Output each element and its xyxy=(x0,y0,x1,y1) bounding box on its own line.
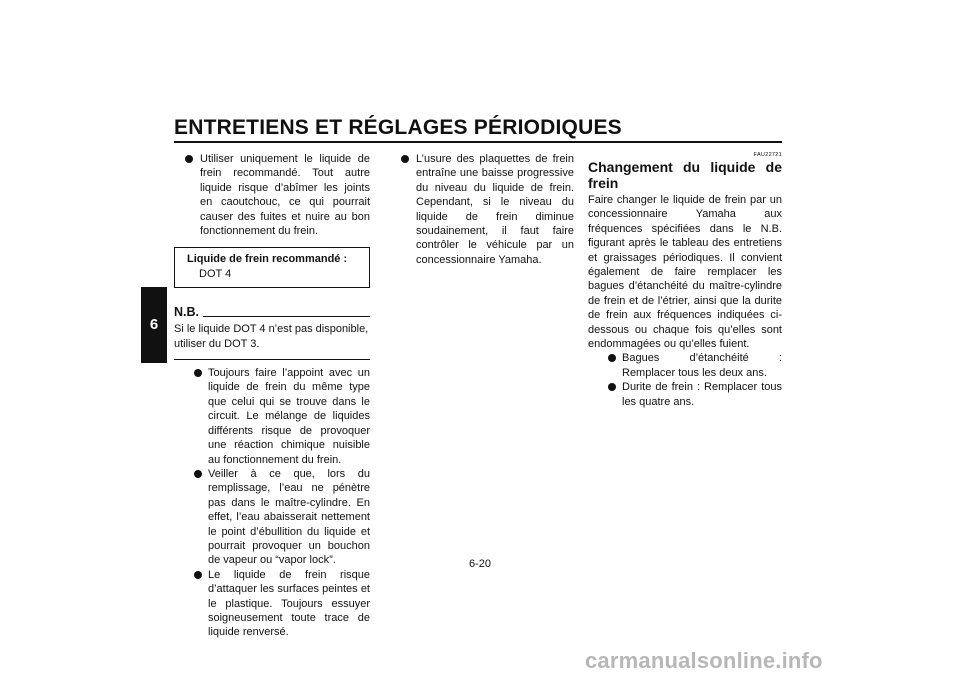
bullet-item: L’usure des plaquettes de frein entraîne une baisse progressive du niveau du liquide de frein. Cependant, si le niveau du liquide de frein diminue soudainement, il faut faire contrôler le véhicule par un concessionnaire Yamaha. xyxy=(390,152,574,267)
nb-label: N.B. xyxy=(174,305,199,320)
page-title: ENTRETIENS ET RÉGLAGES PÉRIODIQUES xyxy=(174,116,622,139)
reference-code: FAU22721 xyxy=(753,152,782,158)
column-middle xyxy=(390,152,574,267)
bullet-item: Utiliser uniquement le liquide de frein recommandé. Tout autre liquide risque d’abîmer les joints en caoutchouc, ce qui pourrait causer des fuites et nuire au bon fonctionnement du frein. xyxy=(174,152,370,238)
nb-header xyxy=(174,305,370,319)
watermark: carmanualsonline.info xyxy=(585,648,823,673)
column-right xyxy=(588,152,782,409)
spec-title: Liquide de frein recommandé : xyxy=(187,253,348,266)
spec-box xyxy=(174,247,370,288)
nb-text: Si le liquide DOT 4 n’est pas disponible, utiliser du DOT 3. xyxy=(174,323,369,350)
bullet-item: Durite de frein : Remplacer tous les quatre ans. xyxy=(600,380,782,409)
page-number: 6-20 xyxy=(468,558,492,570)
header-rule xyxy=(174,141,782,143)
bullet-item: Bagues d’étanchéité : Remplacer tous les deux ans. xyxy=(600,351,782,380)
spec-value: DOT 4 xyxy=(199,267,232,280)
column-left xyxy=(174,152,370,640)
bullet-item: Toujours faire l’appoint avec un liquide de frein du même type que celui qui se trouve dans le circuit. Le mélange de liquides différents risque de provoquer une réaction chimique nuisible au fonctionnement du frein. xyxy=(186,366,370,467)
section-paragraph: Faire changer le liquide de frein par un concessionnaire Yamaha aux fréquences spécifiées dans le N.B. figurant après le tableau des entretiens et graissages périodiques. Il convient également de faire remplacer les bagues d’étanchéité du maître-cylindre de frein et de l’étrier, ainsi que la durite de frein aux fréquences indiquées ci-dessous ou chaque fois qu’elles sont endommagées ou qu’elles fuient. xyxy=(588,194,782,351)
bullet-item: Le liquide de frein risque d’attaquer les surfaces peintes et le plastique. Toujours essuyer soigneusement toute trace de liquide renversé. xyxy=(186,568,370,640)
bullet-item: Veiller à ce que, lors du remplissage, l’eau ne pénètre pas dans le maître-cylindre. En effet, l’eau abaisserait nettement le point d’ébullition du liquide et pourrait provoquer un bouchon de vapeur ou “vapor lock”. xyxy=(186,467,370,568)
chapter-tab: 6 xyxy=(141,287,167,363)
section-title: Changement du liquide de frein xyxy=(588,159,782,191)
nb-end-rule xyxy=(174,359,370,360)
nb-rule xyxy=(203,316,370,317)
